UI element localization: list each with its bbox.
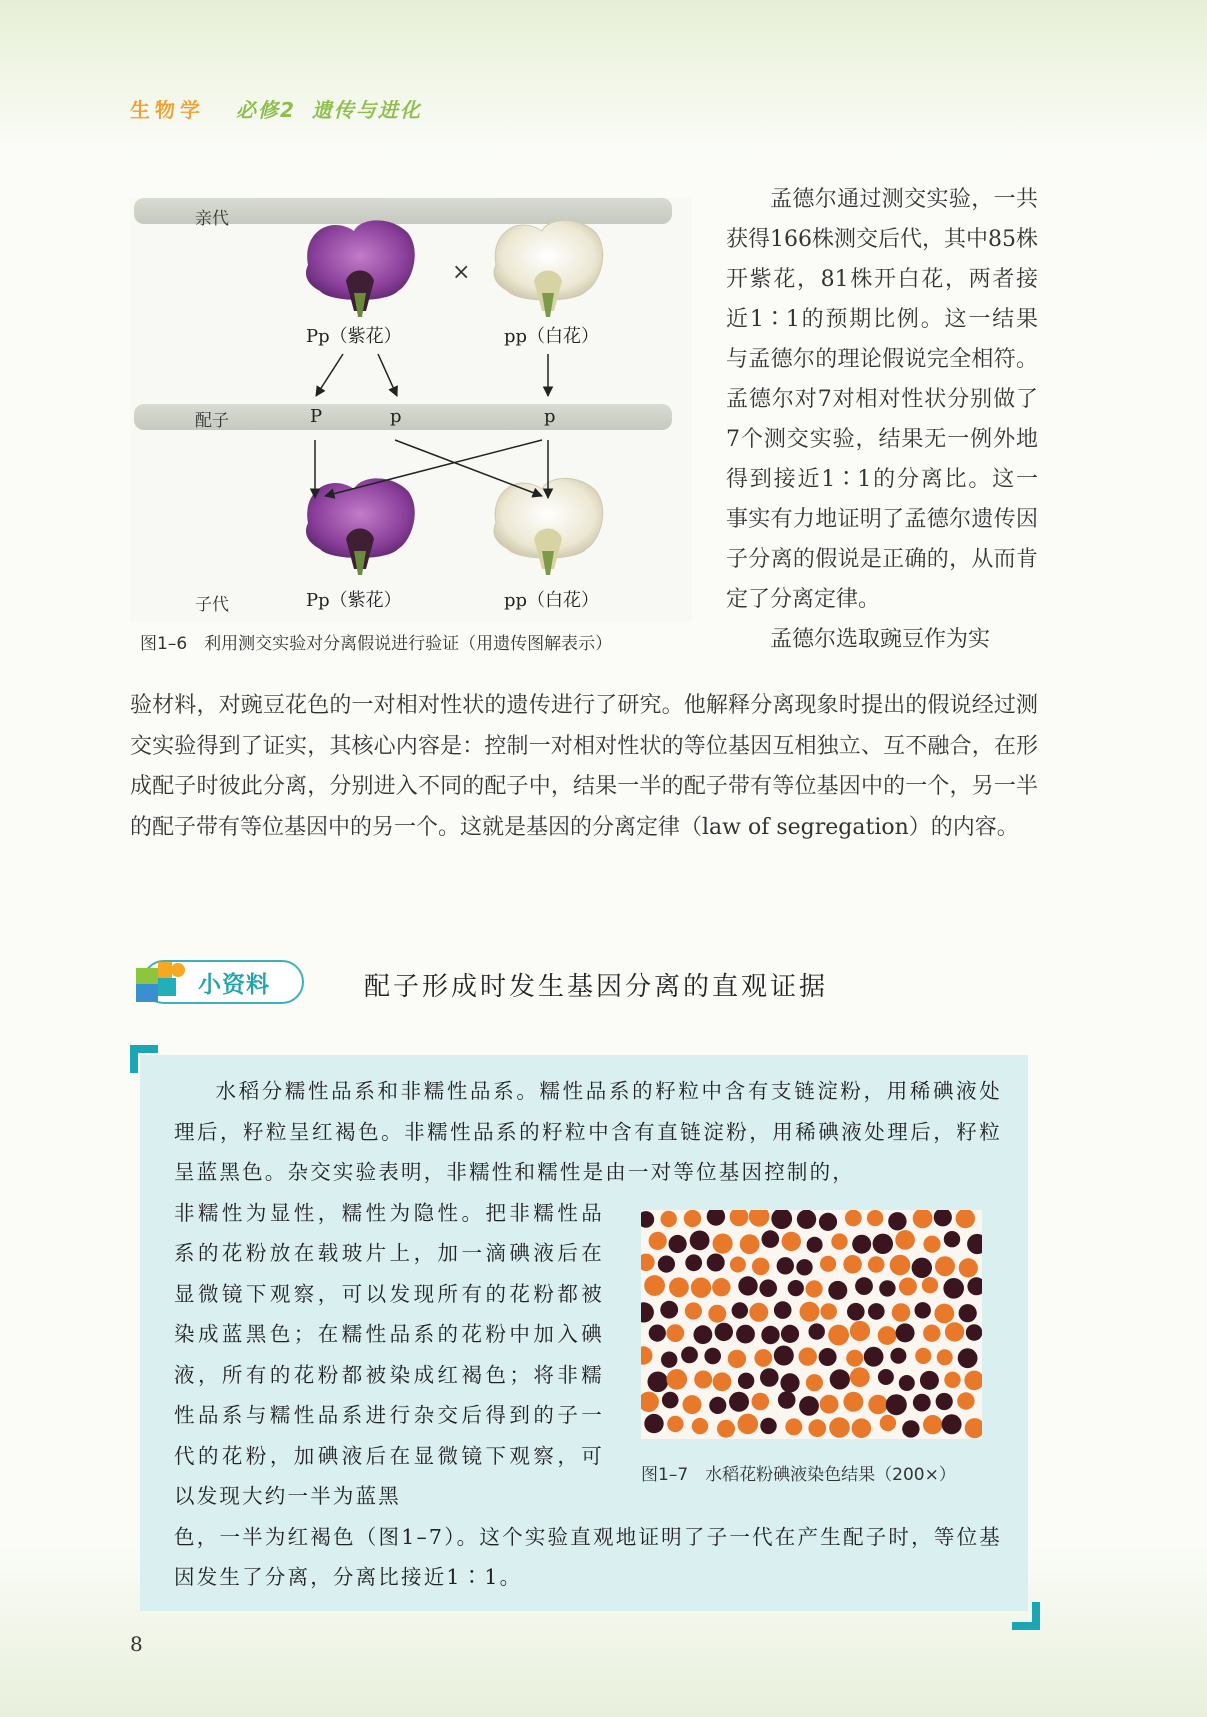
pollen-grain xyxy=(820,1395,839,1414)
pollen-grain xyxy=(752,1393,770,1411)
pollen-grain xyxy=(890,1348,906,1364)
pollen-grain xyxy=(923,1236,940,1253)
pollen-grain xyxy=(809,1323,825,1339)
pollen-grain xyxy=(967,1277,982,1295)
parent-genotype-right: pp（白花） xyxy=(504,326,600,347)
pollen-grain xyxy=(828,1281,847,1300)
pollen-grain xyxy=(878,1369,894,1385)
pollen-grain xyxy=(796,1259,812,1275)
pollen-grain xyxy=(799,1396,819,1416)
pollen-grain xyxy=(934,1304,954,1324)
paragraph-segregation-rest: 验材料，对豌豆花色的一对相对性状的遗传进行了研究。他解释分离现象时提出的假说经过测交实验得到了证实，其核心内容是：控制一对相对性状的等位基因互相独立、互不融合，在形成配子时彼此分离，分别进入不同的配子中，结果一半的配子带有等位基因中的一个，另一半的配子带有等位基因中的另一个。这就是基因的分离定律（law of segregation）的内容。 xyxy=(130,693,1038,840)
pollen-grain xyxy=(694,1371,712,1389)
pollen-grain xyxy=(658,1256,675,1273)
pollen-grain xyxy=(669,1235,687,1253)
pollen-grain xyxy=(956,1210,975,1228)
pollen-grain xyxy=(868,1256,885,1273)
pollen-grain xyxy=(820,1256,836,1272)
pollen-grain xyxy=(788,1280,804,1296)
pollen-grain xyxy=(943,1278,964,1299)
pollen-grain xyxy=(879,1280,895,1296)
pollen-grain xyxy=(681,1347,698,1364)
offspring-genotype-left: Pp（紫花） xyxy=(306,590,402,611)
pollen-grain xyxy=(944,1372,960,1388)
pollen-grain xyxy=(762,1230,780,1248)
figure-1-7-caption: 图1–7 水稻花粉碘液染色结果（200×） xyxy=(641,1465,956,1485)
figure-1-6 xyxy=(130,198,692,622)
pollen-grain xyxy=(878,1326,897,1345)
pollen-grain xyxy=(667,1416,683,1432)
paragraph-segregation-start: 孟德尔选取豌豆作为实 xyxy=(770,627,991,652)
pollen-grain xyxy=(641,1254,655,1271)
arrow-p1-to-offspring xyxy=(395,440,542,496)
pollen-grain xyxy=(888,1212,906,1230)
pollen-grain xyxy=(831,1233,847,1249)
info-badge-label: 小资料 xyxy=(198,972,270,998)
page-number: 8 xyxy=(130,1632,143,1656)
pollen-grain xyxy=(899,1375,915,1391)
pollen-grain xyxy=(683,1395,702,1414)
gamete-p-1: p xyxy=(390,406,402,427)
pollen-grain xyxy=(945,1322,964,1341)
info-text-bottom: 色，一半为红褐色（图1–7）。这个实验直观地证明了子一代在产生配子时，等位基因发生了分离，分离比接近1∶1。 xyxy=(174,1524,1002,1589)
pollen-grain xyxy=(771,1210,792,1229)
info-badge xyxy=(130,956,300,1006)
pollen-grain xyxy=(819,1348,837,1366)
pollen-grain xyxy=(923,1325,940,1342)
pollen-grain xyxy=(715,1323,733,1341)
pollen-grain xyxy=(965,1418,982,1438)
pollen-grain xyxy=(752,1258,770,1276)
pollen-grain xyxy=(781,1325,799,1343)
pollen-grain xyxy=(958,1348,978,1368)
pollen-grain xyxy=(934,1210,952,1226)
pollen-grain xyxy=(829,1417,850,1438)
subject-label: 生物学 xyxy=(130,98,205,122)
pollen-grain xyxy=(886,1394,907,1415)
pollen-grain xyxy=(846,1350,863,1367)
pollen-grain xyxy=(913,1394,931,1412)
pollen-grain xyxy=(959,1304,977,1322)
pollen-grain xyxy=(684,1210,701,1227)
pollen-grain xyxy=(935,1256,955,1276)
pollen-grain xyxy=(707,1254,725,1272)
pollen-grain xyxy=(864,1347,884,1367)
pollen-grain xyxy=(964,1371,982,1391)
full-width-text xyxy=(130,686,1038,848)
pollen-grain xyxy=(959,1258,978,1277)
paragraph-testcross: 孟德尔通过测交实验，一共获得166株测交后代，其中85株开紫花，81株开白花，两者接近1∶1的预期比例。这一结果与孟德尔的理论假说完全相符。孟德尔对7对相对性状分别做了7个测交实验，结果无一例外地得到接近1∶1的分离比。这一事实有力地证明了孟德尔遗传因子分离的假说是正确的，从而肯定了分离定律。 xyxy=(726,187,1038,612)
pollen-grain xyxy=(902,1420,919,1437)
pollen-grain xyxy=(847,1303,865,1321)
pollen-grain xyxy=(830,1369,850,1389)
pollen-grain xyxy=(708,1305,726,1323)
pollen-grain xyxy=(749,1210,770,1227)
pollen-grain xyxy=(800,1302,820,1322)
pollen-grain xyxy=(915,1302,931,1318)
pollen-grain xyxy=(850,1321,870,1341)
pollen-photo xyxy=(641,1210,982,1439)
pollen-grain xyxy=(717,1420,735,1438)
pollen-grain xyxy=(667,1369,688,1390)
pollen-grain xyxy=(922,1277,938,1293)
pollen-grain xyxy=(828,1325,849,1346)
pollen-grain xyxy=(730,1257,746,1273)
pollen-grain xyxy=(957,1392,974,1409)
pollen-grain xyxy=(641,1392,659,1412)
pollen-grain xyxy=(644,1414,663,1433)
pollen-grain xyxy=(896,1323,915,1342)
pollen-grain xyxy=(661,1352,677,1368)
row-label-parent: 亲代 xyxy=(195,209,229,229)
pollen-grain xyxy=(944,1231,960,1247)
pollen-grain xyxy=(713,1372,732,1391)
corner-bottom-right-v xyxy=(1032,1602,1040,1630)
pollen-grain xyxy=(895,1230,915,1250)
purple-flower-offspring xyxy=(306,478,415,575)
white-flower-parent xyxy=(494,220,603,317)
row-label-gamete: 配子 xyxy=(195,411,229,431)
pollen-grain xyxy=(669,1277,689,1297)
pollen-grain xyxy=(740,1234,760,1254)
pollen-grain xyxy=(920,1371,939,1390)
pollen-grain xyxy=(761,1326,779,1344)
pollen-grain xyxy=(736,1325,755,1344)
pollen-grain xyxy=(660,1301,678,1319)
pollen-grain xyxy=(692,1418,708,1434)
pollen-grain xyxy=(819,1213,837,1231)
pollen-grain xyxy=(694,1325,713,1344)
pollen-grain xyxy=(923,1415,942,1434)
pollen-grain xyxy=(759,1279,777,1297)
book-volume: 必修2 xyxy=(236,98,296,122)
pollen-grain xyxy=(649,1232,667,1250)
pollen-grain xyxy=(644,1275,665,1296)
pollen-grain xyxy=(845,1210,862,1226)
pollen-grain xyxy=(843,1392,863,1412)
pollen-grain xyxy=(777,1257,794,1274)
pollen-grain xyxy=(749,1303,768,1322)
pollen-grain xyxy=(852,1418,872,1438)
pollen-grain xyxy=(648,1372,669,1393)
pollen-grain xyxy=(806,1374,823,1391)
pollen-grain xyxy=(649,1325,666,1342)
pollen-grain xyxy=(967,1234,982,1254)
pollen-grain xyxy=(873,1234,893,1254)
purple-flower-parent xyxy=(306,220,415,317)
pollen-grain xyxy=(850,1367,870,1387)
figure-1-6-drawing xyxy=(130,198,692,622)
pollen-grain xyxy=(730,1210,749,1226)
pollen-grain xyxy=(915,1348,931,1364)
pollen-grain xyxy=(808,1419,826,1437)
pollen-grain xyxy=(942,1414,962,1434)
pollen-grain xyxy=(690,1231,710,1251)
book-label xyxy=(236,94,438,123)
pollen-grain xyxy=(867,1210,883,1226)
row-label-offspring: 子代 xyxy=(195,595,229,615)
pollen-grain xyxy=(738,1276,757,1295)
pollen-grain xyxy=(912,1258,932,1278)
corner-top-left-v xyxy=(130,1045,138,1073)
pollen-grain xyxy=(641,1302,654,1322)
pollen-grain xyxy=(852,1235,871,1254)
puzzle-icon xyxy=(134,956,192,1006)
pollen-grain xyxy=(666,1324,684,1342)
pollen-grain xyxy=(774,1301,792,1319)
pollen-grain xyxy=(799,1347,817,1365)
pollen-grain xyxy=(760,1368,779,1387)
pollen-grain xyxy=(641,1346,653,1364)
pollen-grain xyxy=(662,1392,679,1409)
pollen-grain xyxy=(728,1350,746,1368)
pollen-grain xyxy=(685,1254,702,1271)
parent-genotype-left: Pp（紫花） xyxy=(306,326,402,347)
pollen-grain xyxy=(913,1210,933,1228)
side-column-text xyxy=(726,180,1038,660)
pollen-grain xyxy=(899,1278,917,1296)
figure-1-6-caption: 图1–6 利用测交实验对分离假说进行验证（用遗传图解表示） xyxy=(140,634,613,654)
pollen-grain xyxy=(797,1210,816,1229)
pollen-grain xyxy=(713,1234,733,1254)
pollen-grain xyxy=(712,1278,730,1296)
pollen-grain xyxy=(806,1280,823,1297)
pollen-grain xyxy=(820,1303,837,1320)
pollen-grain xyxy=(807,1237,823,1253)
pollen-grain xyxy=(782,1232,801,1251)
pollen-grain xyxy=(892,1303,911,1322)
gamete-P: P xyxy=(310,406,323,427)
pollen-grain xyxy=(661,1211,677,1227)
arrow-parent-to-p1 xyxy=(378,354,397,396)
pollen-grain xyxy=(760,1418,776,1434)
offspring-genotype-right: pp（白花） xyxy=(504,590,600,611)
info-text-left: 非糯性为显性，糯性为隐性。把非糯性品系的花粉放在载玻片上，加一滴碘液后在显微镜下观察，可以发现所有的花粉都被染成蓝黑色；在糯性品系的花粉中加入碘液，所有的花粉都被染成红褐色；将非糯性品系与糯性品系进行杂交后得到的子一代的花粉，加碘液后在显微镜下观察，可以发现大约一半为蓝黑 xyxy=(174,1200,604,1508)
pollen-grain xyxy=(868,1395,887,1414)
pollen-grain xyxy=(936,1393,953,1410)
pollen-grain xyxy=(685,1302,702,1319)
pollen-grain xyxy=(966,1324,982,1341)
book-title: 遗传与进化 xyxy=(311,98,422,122)
info-text-top: 水稻分糯性品系和非糯性品系。糯性品系的籽粒中含有支链淀粉，用稀碘液处理后，籽粒呈红褐色。非糯性品系的籽粒中含有直链淀粉，用稀碘液处理后，籽粒呈蓝黑色。杂交实验表明，非糯性和糯性是由一对等位基因控制的， xyxy=(174,1079,1002,1184)
arrow-parent-to-P xyxy=(316,354,343,396)
pollen-grain xyxy=(641,1211,654,1228)
info-title: 配子形成时发生基因分离的直观证据 xyxy=(364,972,829,1002)
pollen-grain xyxy=(774,1346,794,1366)
pollen-grain xyxy=(754,1349,772,1367)
pollen-grain xyxy=(778,1391,796,1409)
pollen-grain xyxy=(843,1255,862,1274)
pollen-grain xyxy=(738,1373,754,1389)
pollen-grain xyxy=(729,1392,749,1412)
pollen-grain xyxy=(732,1302,748,1318)
pollen-grain xyxy=(937,1349,953,1365)
cross-symbol: × xyxy=(452,260,471,285)
pollen-grain xyxy=(868,1303,885,1320)
pollen-grain xyxy=(855,1277,873,1295)
pollen-grain xyxy=(880,1415,896,1431)
pollen-grain xyxy=(709,1397,726,1414)
pollen-grain xyxy=(785,1418,802,1435)
pollen-grain xyxy=(704,1348,721,1365)
pollen-grain xyxy=(691,1278,711,1298)
pollen-grain xyxy=(890,1255,911,1276)
pollen-grain xyxy=(738,1414,759,1435)
pollen-grain xyxy=(707,1210,725,1226)
gamete-p-2: p xyxy=(544,406,556,427)
pollen-grain xyxy=(780,1373,799,1392)
pollen-grains-image xyxy=(641,1210,982,1439)
